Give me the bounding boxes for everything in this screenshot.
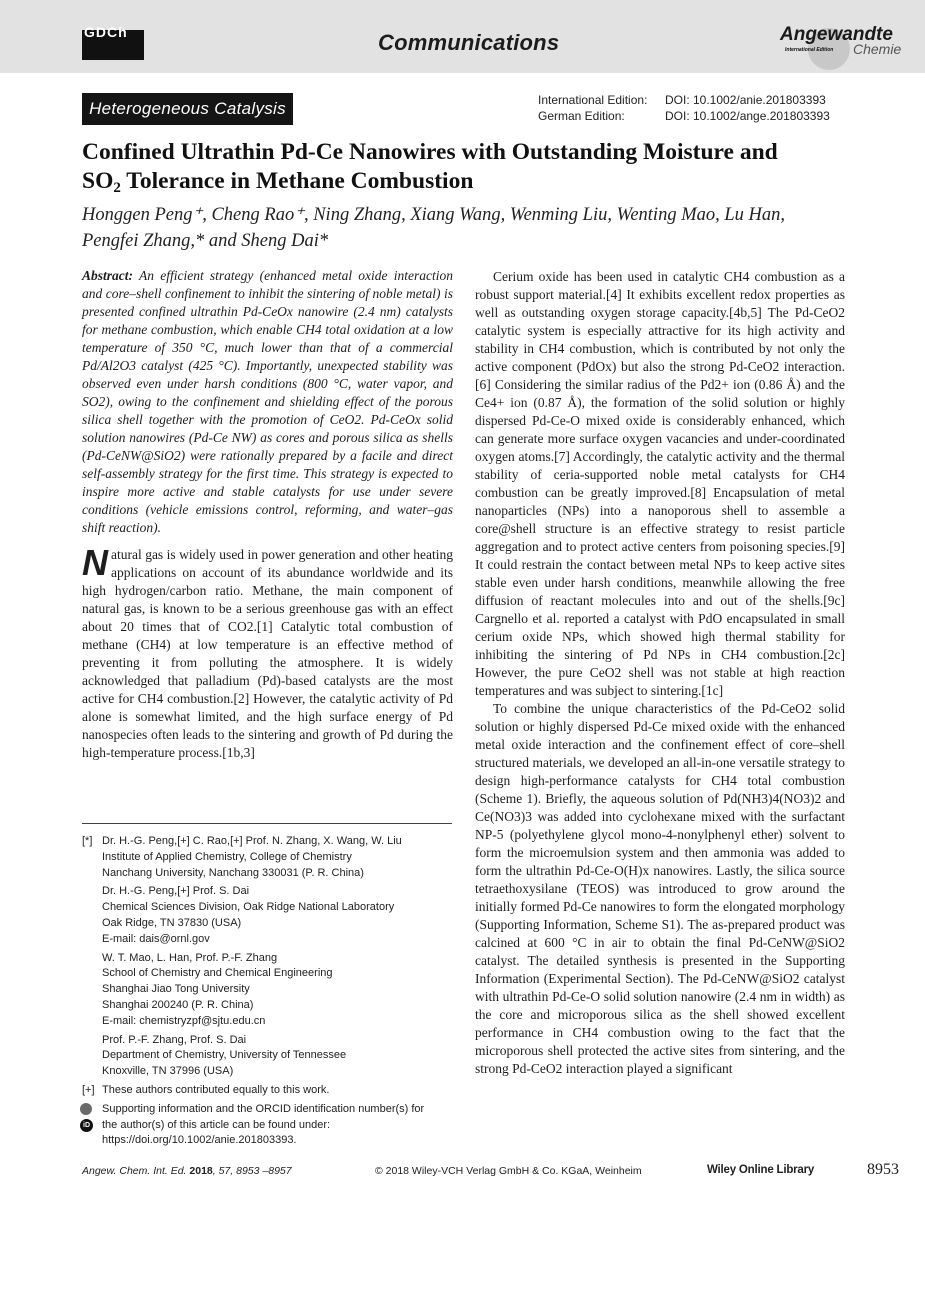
citation: Angew. Chem. Int. Ed. 2018, 57, 8953 –8957 [82, 1165, 292, 1177]
affiliation-block: W. T. Mao, L. Han, Prof. P.-F. Zhang School of Chemistry and Chemical Engineering Shanghai Jiao Tong University Shanghai 200240 (P. R. China) E-mail: chemistryzpf@sjtu.edu.cn [82, 951, 462, 1030]
journal-logo: Angewandte International Edition Chemie [780, 22, 905, 67]
equal-contribution-note: [+] These authors contributed equally to this work. [82, 1083, 330, 1096]
supporting-info-icon [80, 1103, 92, 1115]
page-header [0, 0, 925, 73]
footnote-divider [82, 823, 452, 824]
drop-cap: N [82, 542, 108, 583]
body-paragraph: Cerium oxide has been used in catalytic CH4 combustion as a robust support material.[4] It exhibits excellent redox properties as well as outstanding oxygen storage capacity.[4b,5] The Pd-CeO2 catalytic system is especially attractive for its high activity and stability in CH4 combustion, which is contributed by not only the active component (PdOx) but also the strong Pd-CeO2 interaction.[6] Considering the similar radius of the Pd2+ ion (0.86 Å) and the Ce4+ ion (0.87 Å), the formation of the solid solution or highly dispersed Pd-Ce-O mixed oxide is considerably enhanced, which can generate more surface oxygen vacancies and under-coordinated oxygen atoms.[7] Accordingly, the catalytic activity and the thermal stability of ceria-supported noble metal catalysts for CH4 combustion can be greatly improved.[8] Encapsulation of metal nanoparticles (NPs) into a nanoporous shell to assemble a core@shell structure is an effective strategy to resist particle aggregation and to protect active centers from poisoning species.[9] It could restrain the contact between metal NPs to keep active sites stable even under harsh conditions, meanwhile allowing the free diffusion of reactant molecules into and out of the shells.[9c] Cargnello et al. reported a catalyst with PdO encapsulated in small cerium oxide NPs, which showed high thermal stability for inhibiting the sintering of Pd NPs in CH4 combustion.[2c] However, the pure CeO2 shell was not stable at high reaction temperatures and was subject to sintering.[1c] [475, 269, 845, 698]
affiliation-block: Prof. P.-F. Zhang, Prof. S. Dai Department of Chemistry, University of Tennessee Knoxville, TN 37996 (USA) [102, 1033, 347, 1078]
doi-link[interactable]: DOI: 10.1002/anie.201803393 [665, 93, 826, 107]
doi-link[interactable]: DOI: 10.1002/ange.201803393 [665, 109, 830, 123]
email-link[interactable]: E-mail: dais@ornl.gov [102, 932, 210, 945]
si-link[interactable]: https://doi.org/10.1002/anie.201803393. [102, 1134, 297, 1147]
body-paragraph: To combine the unique characteristics of the Pd-CeO2 solid solution or highly dispersed Pd-Ce mixed oxide with the enhanced metal oxide interaction and the confinement effect of core–shell structured materials, we developed an all-in-one versatile strategy to design high-performance catalysts for CH4 total combustion (Scheme 1). Briefly, the aqueous solution of Pd(NH3)4(NO3)2 and Ce(NO3)3 was added into cyclohexane mixed with the surfactant NP-5 (polyethylene glycol mono-4-nonylphenyl ether) solvent to form the microemulsion system and then ammonia was added to form the ultrathin Pd-Ce-O(H)x nanowires. Lastly, the silica source tetraethoxysilane (TEOS) was introduced to grow around the initially formed Pd-Ce nanowires to form the elongated morphology (Supporting Information, Scheme S1). The as-prepared product was calcined at 600 °C in air to obtain the final Pd-CeNW@SiO2 catalyst. The detailed synthesis is presented in the Supporting Information (Experimental Section). The Pd-CeNW@SiO2 catalyst with ultrathin Pd-Ce-O solid solution nanowire (2.4 nm in width) as the core and microporous silica as the shell showed excellent performance in CH4 combustion owing to the fact that the microporous shell protected the active sites from sintering, and the strong Pd-CeO2 interaction played a significant [475, 701, 845, 1076]
intro-paragraph: Natural gas is widely used in power generation and other heating applications on account of its abundance worldwide and its high hydrogen/carbon ratio. Methane, the main component of natural gas, is known to be a serious greenhouse gas with an effect about 20 times that of CO2.[1] Catalytic total combustion of methane (CH4) at low temperature is an effective method of preventing it from polluting the atmosphere. It is widely acknowledged that palladium (Pd)-based catalysts are the most active for CH4 combustion.[2] However, the catalytic activity of Pd alone is somewhat limited, and the high surface energy of Pd nanospecies often leads to the sintering and growth of Pd during the high-temperature process.[1b,3] [82, 542, 453, 760]
author-list: Honggen Peng⁺, Cheng Rao⁺, Ning Zhang, Xiang Wang, Wenming Liu, Wenting Mao, Lu Han, Pengfei Zhang,* and Sheng Dai* [82, 205, 785, 251]
supporting-info-note: iD Supporting information and the ORCID identification number(s) for the author(s) of this article can be found under: https://doi.org/10.1002/anie.201803393. [82, 1102, 462, 1149]
left-column [82, 267, 453, 762]
wiley-online-library-logo[interactable]: Wiley Online Library [707, 1164, 815, 1176]
article-title: Confined Ultrathin Pd-Ce Nanowires with Outstanding Moisture and $SO_2$ Tolerance in Methane Combustion [82, 139, 778, 196]
abstract: Abstract: An efficient strategy (enhanced metal oxide interaction and core–shell confinement to inhibit the sintering of noble metal) is presented confined ultrathin Pd-CeOx nanowire (2.4 nm) catalysts for methane combustion, which enable CH4 total oxidation at a low temperature of 350 °C, much lower than that of a commercial Pd/Al2O3 catalyst (425 °C). Importantly, unexpected stability was observed even under harsh conditions (800 °C, water vapor, and SO2), owing to the confinement and shielding effect of the porous silica shell together with the promotion of CeO2. Pd-CeOx solid solution nanowires (Pd-Ce NW) as cores and porous silica as shells (Pd-CeNW@SiO2) were rationally prepared by a facile and direct self-assembly strategy for the first time. This strategy is expected to inspire more active and stable catalysts for use under severe conditions (vehicle emissions control, reforming, and water–gas shift reaction). [82, 268, 453, 535]
copyright: © 2018 Wiley-VCH Verlag GmbH & Co. KGaA, Weinheim [375, 1165, 642, 1177]
orcid-icon: iD [80, 1119, 93, 1132]
page-number: 8953 [867, 1161, 899, 1178]
section-title: Communications [378, 30, 560, 55]
right-column [475, 268, 845, 1078]
email-link[interactable]: E-mail: chemistryzpf@sjtu.edu.cn [102, 1014, 266, 1027]
footnotes [82, 834, 462, 1152]
doi-block: International Edition: DOI: 10.1002/anie.201803393 German Edition: DOI: 10.1002/ange.201803393 [538, 93, 830, 123]
publisher-logo: GDCh [82, 30, 144, 60]
affiliation-block: Dr. H.-G. Peng,[+] Prof. S. Dai Chemical Sciences Division, Oak Ridge National Laboratory Oak Ridge, TN 37830 (USA) E-mail: dais@ornl.gov [82, 884, 462, 947]
category-label: Heterogeneous Catalysis [82, 93, 293, 125]
affiliation-block: [*] Dr. H.-G. Peng,[+] C. Rao,[+] Prof. N. Zhang, X. Wang, W. Liu Institute of Applied Chemistry, College of Chemistry Nanchang University, Nanchang 330031 (P. R. China) [82, 835, 402, 879]
